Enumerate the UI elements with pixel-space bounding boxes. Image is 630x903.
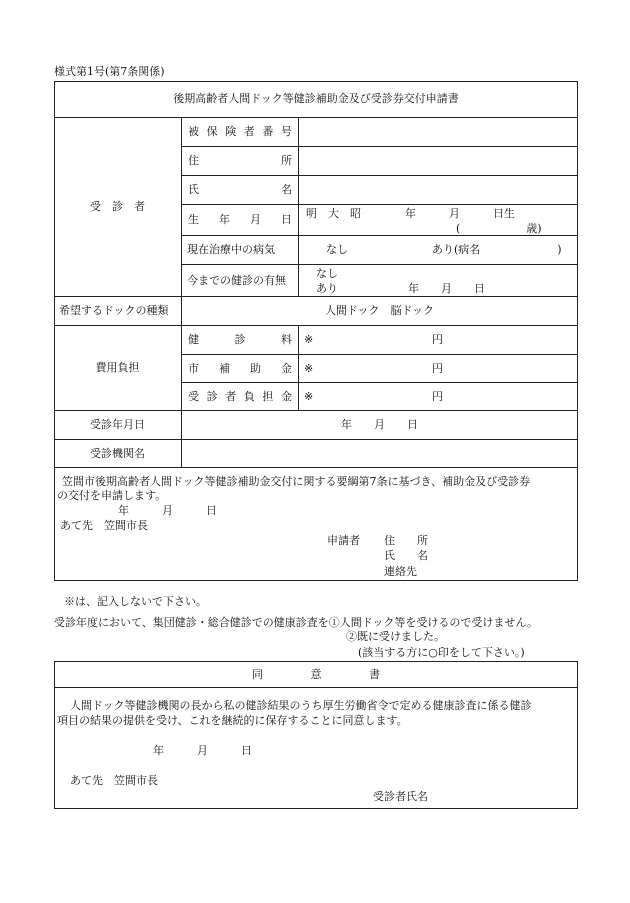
city-subsidy-mark: ※ xyxy=(304,362,314,375)
insured-number-field[interactable] xyxy=(300,120,576,144)
health-check-note-line2[interactable]: ②既に受けました。 xyxy=(346,630,445,643)
institution-label: 受診機関名 xyxy=(90,447,145,460)
exam-date-value[interactable]: 年 月 日 xyxy=(341,418,418,431)
divider xyxy=(54,296,578,297)
birth-date-label: 生 年 月 日 xyxy=(188,213,292,226)
consent-signature-label: 受診者氏名 xyxy=(373,790,428,803)
do-not-fill-note: ※は、記入しないで下さい。 xyxy=(64,595,207,608)
exam-fee-label: 健 診 料 xyxy=(188,333,292,346)
divider xyxy=(181,382,578,383)
divider xyxy=(54,467,578,468)
divider xyxy=(181,235,578,236)
applicant-contact-label: 連絡先 xyxy=(384,565,417,578)
current-illness-label: 現在治療中の病気 xyxy=(187,243,275,256)
divider xyxy=(54,410,578,411)
divider xyxy=(181,354,578,355)
applicant-address-label: 住 所 xyxy=(384,534,428,547)
consent-body-line1: 人間ドック等健診機関の長から私の健診結果のうち厚生労働省令で定める健康診査に係る健診 xyxy=(70,699,532,712)
age-value[interactable]: ( 歳) xyxy=(456,222,542,235)
applicant-label: 申請者 xyxy=(327,534,360,547)
examinee-section-label: 受 診 者 xyxy=(90,200,145,213)
name-label: 氏 名 xyxy=(188,183,292,196)
past-checkup-none-option[interactable]: なし xyxy=(316,267,338,280)
divider xyxy=(54,687,578,688)
insured-number-label: 被 保 険 者 番 号 xyxy=(188,125,292,138)
exam-date-label: 受診年月日 xyxy=(90,418,145,431)
divider xyxy=(181,117,182,467)
consent-addressee: あて先 笠間市長 xyxy=(70,774,158,787)
form-title: 後期高齢者人間ドック等健診補助金及び受診券交付申請書 xyxy=(173,92,459,105)
declaration-addressee: あて先 笠間市長 xyxy=(60,519,148,532)
city-subsidy-yen: 円 xyxy=(432,362,443,375)
self-pay-label: 受 診 者 負 担 金 xyxy=(188,390,292,403)
divider xyxy=(54,325,578,326)
dock-type-label: 希望するドックの種類 xyxy=(59,304,169,317)
health-check-note-line1: 受診年度において、集団健診・総合健診での健康診査を①人間ドック等を受けるので受けません。 xyxy=(54,616,538,629)
divider xyxy=(181,204,578,205)
past-checkup-yes-option[interactable]: あり xyxy=(316,282,338,295)
exam-fee-mark: ※ xyxy=(304,333,314,346)
current-illness-yes-option[interactable]: あり(病名 ) xyxy=(432,243,562,256)
divider xyxy=(54,439,578,440)
current-illness-none-option[interactable]: なし xyxy=(326,243,348,256)
divider xyxy=(298,117,299,296)
divider xyxy=(298,325,299,410)
consent-body-line2: 項目の結果の提供を受け、これを継続的に保存することに同意します。 xyxy=(57,714,408,727)
institution-field[interactable] xyxy=(184,442,576,465)
consent-title: 同 意 書 xyxy=(252,668,380,681)
exam-fee-yen: 円 xyxy=(432,333,443,346)
divider xyxy=(181,146,578,147)
declaration-text-line1: 笠間市後期高齢者人間ドック等健診補助金交付に関する要綱第7条に基づき、補助金及び受診券 xyxy=(62,475,531,488)
address-field[interactable] xyxy=(300,149,576,173)
dock-type-options[interactable]: 人間ドック 脳ドック xyxy=(324,304,435,317)
self-pay-yen: 円 xyxy=(432,390,443,403)
past-checkup-label: 今までの健診の有無 xyxy=(187,274,286,287)
name-field[interactable] xyxy=(300,178,576,202)
self-pay-mark: ※ xyxy=(304,390,314,403)
health-check-note-line3: (該当する方に○印をして下さい。) xyxy=(358,646,525,659)
past-checkup-date[interactable]: 年 月 日 xyxy=(408,282,485,295)
declaration-text-line2: の交付を申請します。 xyxy=(57,489,167,502)
consent-date[interactable]: 年 月 日 xyxy=(153,744,252,757)
divider xyxy=(181,264,578,265)
declaration-date[interactable]: 年 月 日 xyxy=(118,504,217,517)
city-subsidy-label: 市 補 助 金 xyxy=(188,362,292,375)
form-number: 様式第1号(第7条関係) xyxy=(54,65,165,78)
address-label: 住 所 xyxy=(188,154,292,167)
cost-section-label: 費用負担 xyxy=(95,361,140,374)
birth-date-value[interactable]: 明 大 昭 年 月 日生 xyxy=(306,207,515,220)
applicant-name-label: 氏 名 xyxy=(384,549,428,562)
divider xyxy=(181,175,578,176)
divider xyxy=(54,117,578,118)
